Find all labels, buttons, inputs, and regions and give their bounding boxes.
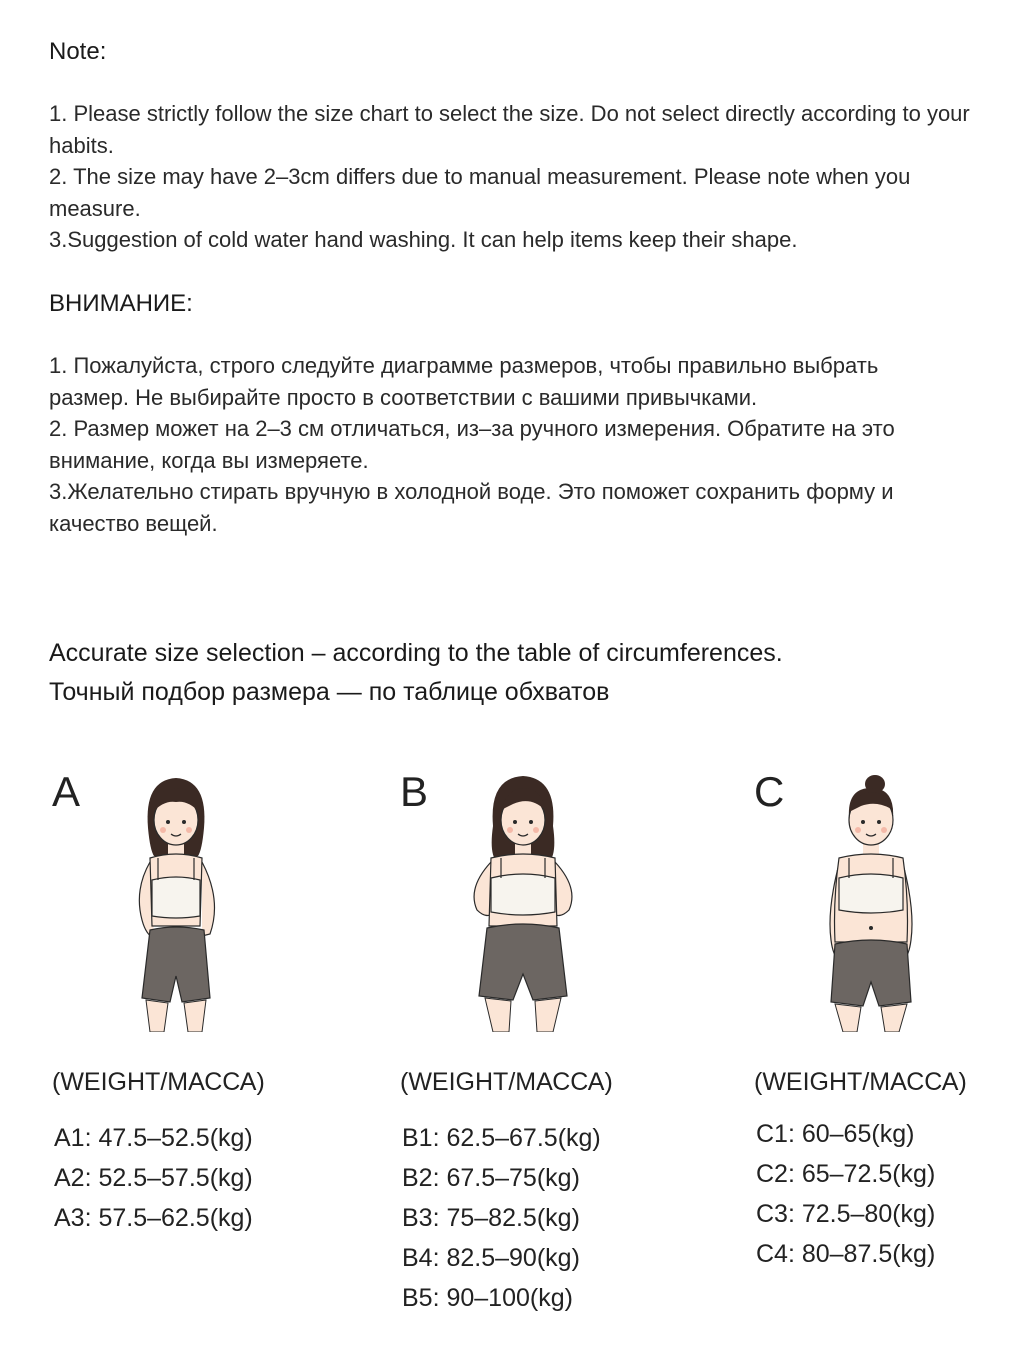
note-item-1: 1. Please strictly follow the size chart to select the size. Do not select directly according to your habits. xyxy=(49,101,970,158)
attention-item-3: 3.Желательно стирать вручную в холодной воде. Это поможет сохранить форму и качество вещей. xyxy=(49,479,894,536)
weight-label: (WEIGHT/МАССА) xyxy=(400,1068,613,1096)
body-type-column-b xyxy=(398,760,718,1360)
weight-row-b4: B4: 82.5–90(kg) xyxy=(402,1244,580,1272)
body-type-a-figure-illustration xyxy=(106,770,246,1032)
weight-row-a3: A3: 57.5–62.5(kg) xyxy=(54,1204,253,1232)
attention-item-2: 2. Размер может на 2–3 см отличаться, из–за ручного измерения. Обратите на это внимание, когда вы измеряете. xyxy=(49,416,895,473)
attention-heading: ВНИМАНИЕ: xyxy=(49,290,193,317)
weight-row-a2: A2: 52.5–57.5(kg) xyxy=(54,1164,253,1192)
weight-row-c1: C1: 60–65(kg) xyxy=(756,1120,915,1148)
body-type-c-figure-illustration xyxy=(796,770,946,1032)
selection-title-ru: Точный подбор размера — по таблице обхватов xyxy=(49,678,610,706)
note-list xyxy=(49,98,989,256)
weight-list-a xyxy=(54,1118,253,1238)
weight-label: (WEIGHT/МАССА) xyxy=(52,1068,265,1096)
body-type-column-a xyxy=(50,760,370,1360)
weight-row-b5: B5: 90–100(kg) xyxy=(402,1284,573,1312)
weight-list-b xyxy=(402,1118,601,1318)
weight-row-b1: B1: 62.5–67.5(kg) xyxy=(402,1124,601,1152)
note-item-2: 2. The size may have 2–3cm differs due to manual measurement. Please note when you measure. xyxy=(49,164,911,221)
weight-row-b3: B3: 75–82.5(kg) xyxy=(402,1204,580,1232)
attention-item-1: 1. Пожалуйста, строго следуйте диаграмме размеров, чтобы правильно выбрать размер. Не выбирайте просто в соответствии с вашими привычками. xyxy=(49,353,879,410)
note-heading: Note: xyxy=(49,38,107,65)
weight-row-c2: C2: 65–72.5(kg) xyxy=(756,1160,936,1188)
body-type-letter: C xyxy=(754,768,785,815)
body-type-letter: B xyxy=(400,768,429,815)
note-item-3: 3.Suggestion of cold water hand washing. It can help items keep their shape. xyxy=(49,227,798,252)
attention-list xyxy=(49,350,949,539)
body-type-letter: A xyxy=(52,768,81,815)
body-type-column-c xyxy=(752,760,1024,1360)
weight-row-b2: B2: 67.5–75(kg) xyxy=(402,1164,580,1192)
weight-label: (WEIGHT/МАССА) xyxy=(754,1068,967,1096)
selection-title-en: Accurate size selection – according to the table of circumferences. xyxy=(49,639,783,667)
weight-row-c3: C3: 72.5–80(kg) xyxy=(756,1200,936,1228)
body-type-b-figure-illustration xyxy=(438,770,608,1032)
weight-row-c4: C4: 80–87.5(kg) xyxy=(756,1240,936,1268)
weight-row-a1: A1: 47.5–52.5(kg) xyxy=(54,1124,253,1152)
weight-list-c xyxy=(756,1114,935,1274)
